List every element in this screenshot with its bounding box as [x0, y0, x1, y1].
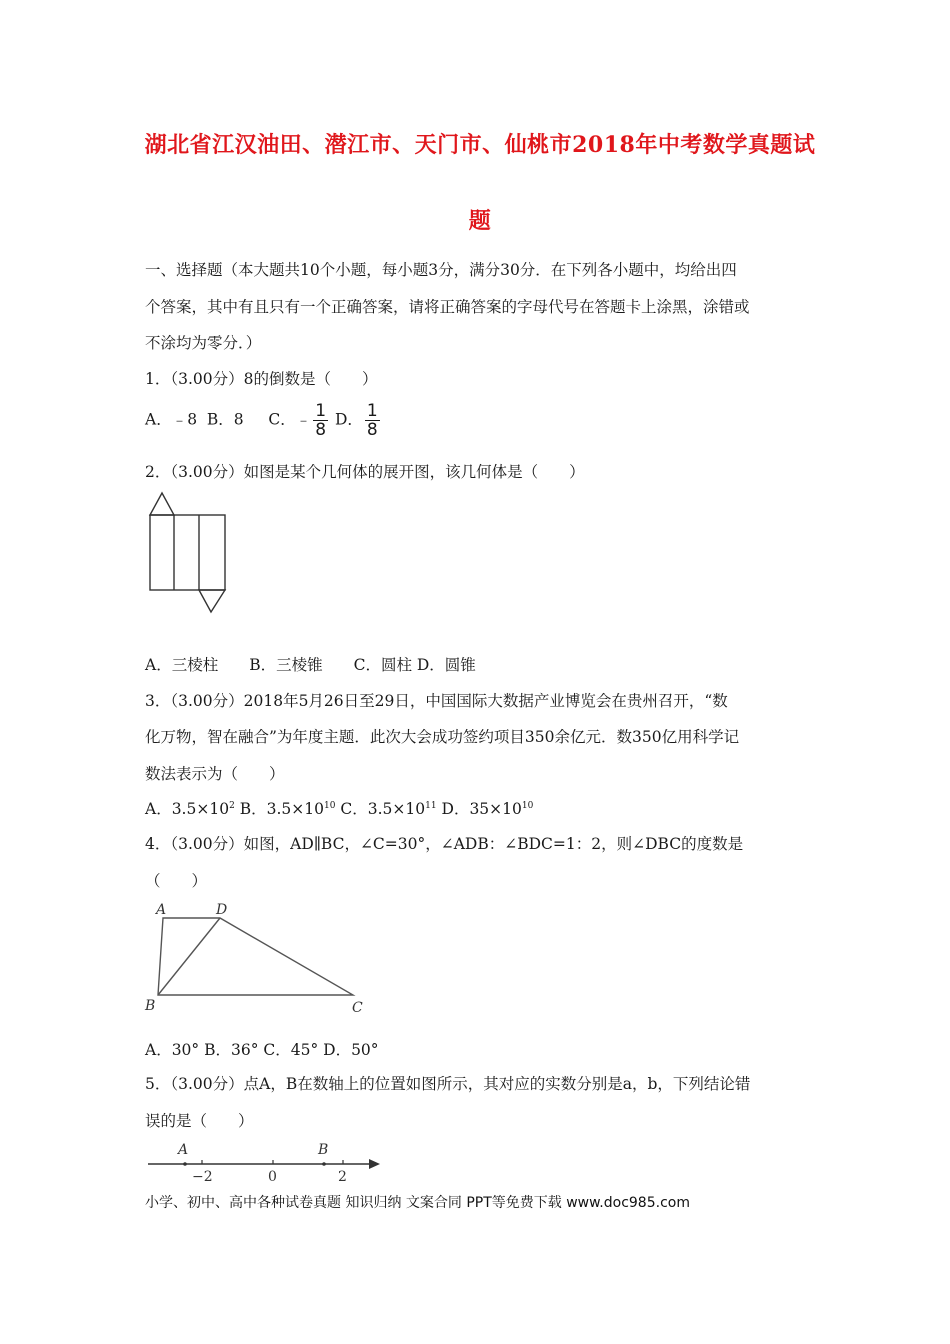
- q4-options: A．30° B．36° C．45° D．50°: [145, 1041, 379, 1059]
- q4-stem-2: （ ）: [145, 872, 208, 890]
- q4-label-a: A: [156, 902, 167, 918]
- q2-options: A．三棱柱 B．三棱锥 C．圆柱 D．圆锥: [145, 656, 476, 674]
- q1-option-b: B．8: [206, 410, 244, 429]
- section-intro-1: 一、选择题（本大题共10个小题，每小题3分，满分30分．在下列各小题中，均给出四: [145, 261, 737, 279]
- q4-label-b: B: [145, 998, 156, 1014]
- q3-options: [145, 797, 533, 819]
- q4-stem-1: 4．（3.00分）如图，AD∥BC，∠C=30°，∠ADB：∠BDC=1：2，则∠DBC的度数是: [145, 835, 744, 853]
- q2-net-figure: [140, 488, 240, 618]
- q1-options: [145, 402, 382, 439]
- q1-fraction-d: $\frac{1}{8}$: [366, 401, 378, 440]
- q3-stem-1: 3．（3.00分）2018年5月26日至29日，中国国际大数据产业博览会在贵州召开，“数: [145, 692, 728, 710]
- q5-label-a: A: [178, 1142, 189, 1158]
- title-line-1: 湖北省江汉油田、潜江市、天门市、仙桃市2018年中考数学真题试: [144, 132, 816, 158]
- q3-option-a: A．$3.5\times 10^2$: [145, 800, 235, 818]
- q5-label-b: B: [318, 1142, 329, 1158]
- q3-stem-3: 数法表示为（ ）: [145, 765, 285, 783]
- q5-stem-1: 5．（3.00分）点A，B在数轴上的位置如图所示，其对应的实数分别是a，b，下列结论错: [145, 1075, 751, 1093]
- title-line-2: 题: [468, 208, 492, 234]
- section-intro-2: 个答案，其中有且只有一个正确答案，请将正确答案的字母代号在答题卡上涂黑，涂错或: [145, 298, 750, 316]
- q1-option-c: C．﹣: [268, 410, 312, 429]
- q1-stem: 1．（3.00分）8的倒数是（ ）: [145, 370, 378, 388]
- q5-tick-2: 2: [338, 1169, 347, 1185]
- q1-fraction-c: $\frac{1}{8}$: [315, 401, 327, 440]
- q4-label-c: C: [352, 1000, 363, 1016]
- section-intro-3: 不涂均为零分．）: [145, 334, 262, 352]
- q2-stem: 2．（3.00分）如图是某个几何体的展开图，该几何体是（ ）: [145, 463, 585, 481]
- q1-option-d: D．: [334, 410, 363, 429]
- q1-option-a: A．﹣8: [145, 410, 198, 429]
- q4-label-d: D: [216, 902, 228, 918]
- q3-option-b: B．$3.5\times 10^{10}$: [239, 800, 336, 818]
- q5-number-line: [140, 1138, 390, 1188]
- q4-trapezoid-figure: [140, 898, 380, 1018]
- q5-tick-0: 0: [268, 1169, 277, 1185]
- q3-option-c: C．$3.5\times 10^{11}$: [340, 800, 437, 818]
- q5-stem-2: 误的是（ ）: [145, 1112, 254, 1130]
- q3-option-d: D．$35\times 10^{10}$: [441, 800, 534, 818]
- q3-stem-2: 化万物，智在融合”为年度主题．此次大会成功签约项目350余亿元．数350亿用科学记: [145, 728, 740, 746]
- q5-tick-neg2: −2: [192, 1169, 213, 1185]
- footer-text: 小学、初中、高中各种试卷真题 知识归纳 文案合同 PPT等免费下载 www.doc985.com: [145, 1195, 690, 1211]
